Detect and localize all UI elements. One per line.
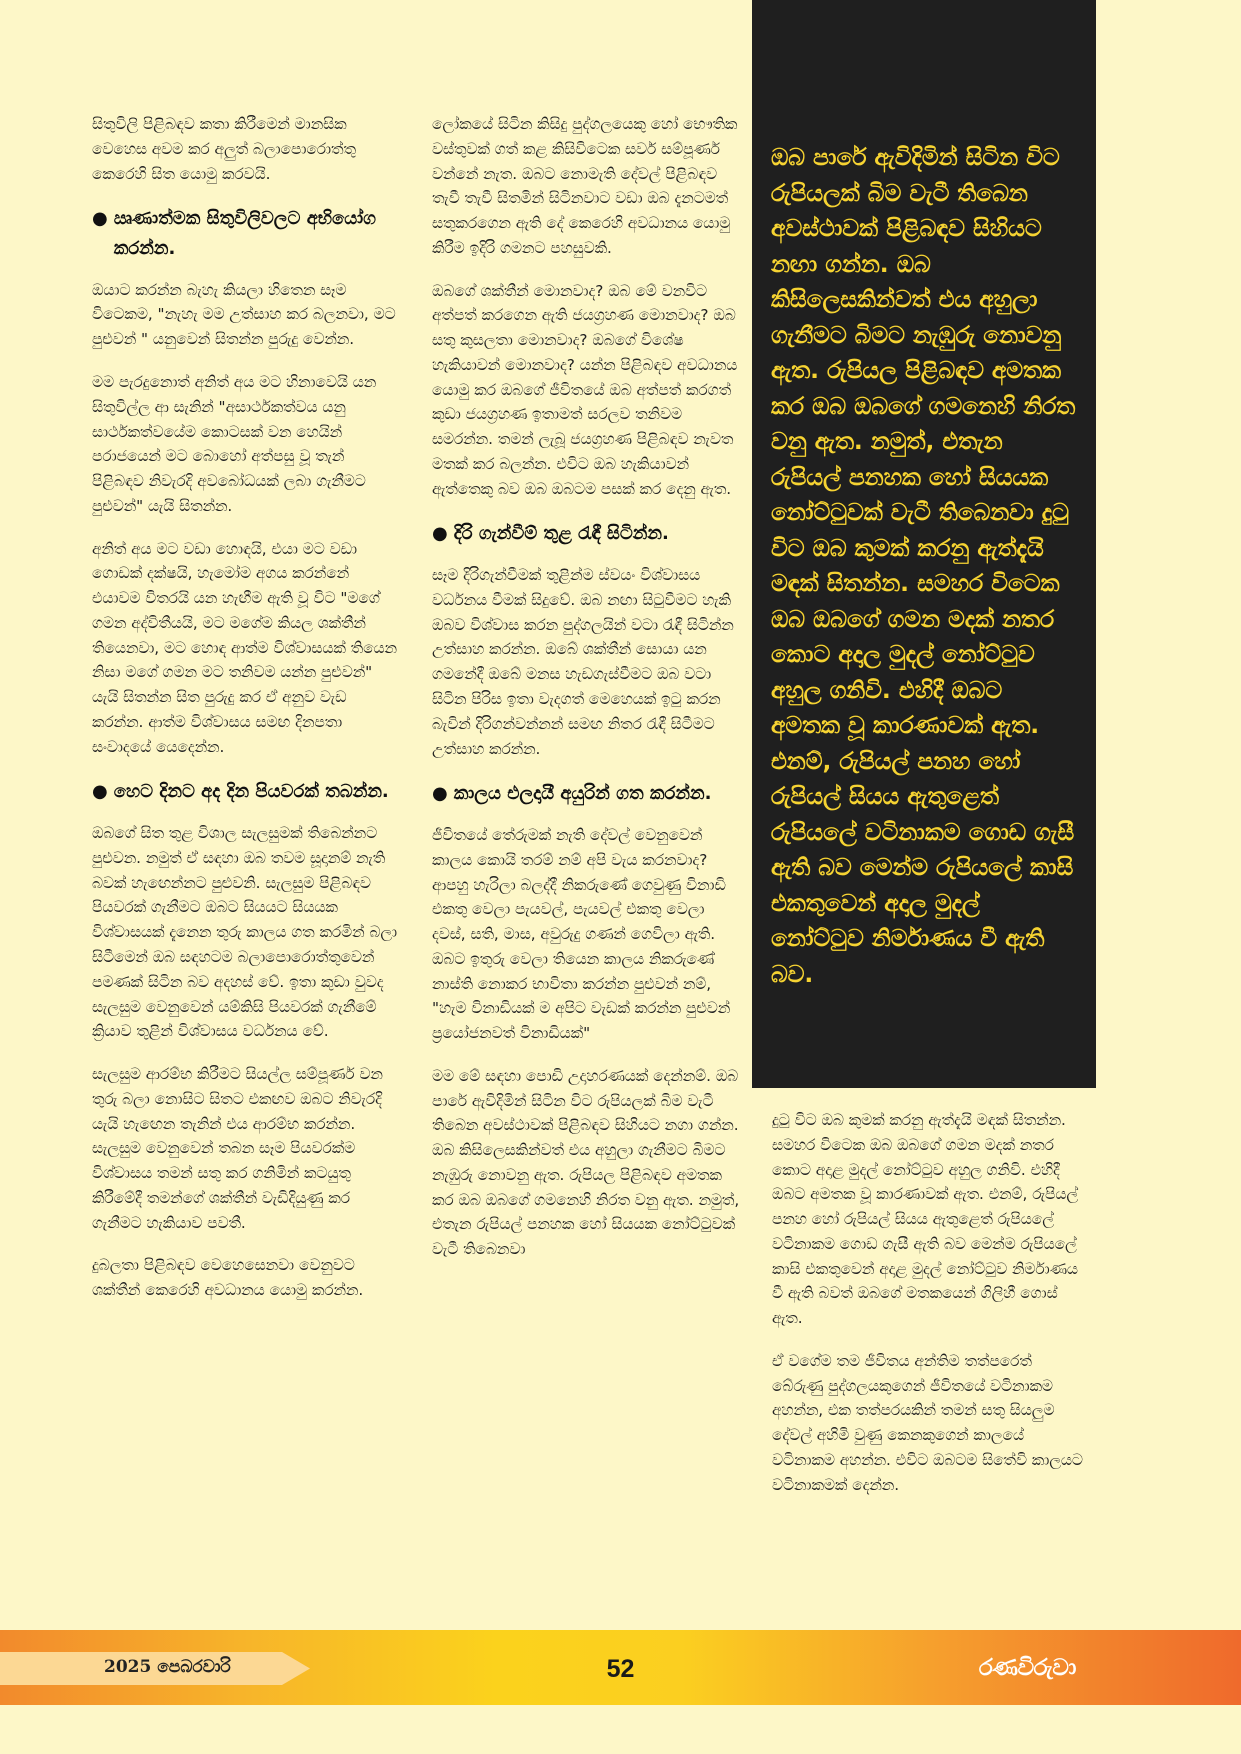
paragraph: සෑම දිරිගැන්වීමක් තුළින්ම ස්වයං විශ්වාසය වර්ධනය වීමක් සිදුවේ. ඔබ නඟා සිටුවීමට හැකි ඔබව විශ්වාස කරන පුද්ගලයින් වටා රැඳී සිටින්න උත්සාහ කරන්න. ඔබේ ශක්තීන් සොයා යන ගමනේදී ඔබේ මනස හැඩගැස්වීමට ඔබ වටා සිටින පිරිස ඉතා වැදගත් මෙහෙයක් ඉටු කරන බැවින් දිරිගන්වන්නන් සමඟ නිතර රැඳී සිටීමට උත්සාහ කරන්න. xyxy=(432,566,734,758)
paragraph: මම මේ සඳහා පොඩි උදාහරණයක් දෙන්නම්. ඔබ පාරේ ඇවිදිමින් සිටින විට රුපියලක් බිම වැටී තිබෙන අවස්ථාවක් පිළිබඳව සිහියට නගා ගන්න. ඔබ කිසිලෙසකින්වත් එය අහුලා ගැනීමට බිමට නැඹුරු නොවනු ඇත. රුපියල පිළිබඳව අමතක කර ඔබ ඔබගේ ගමනෙහි නිරත වනු ඇත. නමුත්, එතැන රුපියල් පනහක හෝ සියයක නෝට්ටුවක් වැටී තිබෙනවා xyxy=(432,1066,740,1259)
paragraph: ලෝකයේ සිටින කිසිදු පුද්ගලයෙකු හෝ භෞතික වස්තුවක් ගත් කළ කිසිවිටෙක සර්ව සම්පූර්ණ වන්නේ නැත. ඔබට නොමැති දේවල් පිළිබඳව තැවී තැවී සිතමින් සිටිනවාට වඩා ඔබ දැනටමත් සතුකරගෙන ඇති දේ කෙරෙහි අවධානය යොමු කිරීම ඉදිරි ගමනට පහසුවකි. xyxy=(432,115,738,257)
article-column-3 xyxy=(772,1108,1084,1515)
paragraph: සැලසුම ආරම්භ කිරීමට සියල්ල සම්පූර්ණ වන තුරු බලා නොසිට සිතට එකඟව ඔබට නිවැරදි යැයි හැඟෙන තැනින් එය ආරම්භ කරන්න. සැලසුම වෙනුවෙන් තබන සෑම පියවරක්ම විශ්වාසය තමන් සතු කර ගනිමින් කටයුතු කිරීමේදී තමන්ගේ ශක්තීන් වැඩිදියුණු කර ගැනීමට හැකියාව පවතී. xyxy=(92,1065,383,1232)
paragraph: මම පැරදුනොත් අනිත් අය මට හිනාවෙයි යන සිතුවිල්ල ආ සැනින් "අසාර්ථකත්වය යනු සාර්ථකත්වයේම කොටසක් වන හෙයින් පරාජයෙන් මට බොහෝ අත්පසු වූ තැන් පිළිබඳව නිවැරදි අවබෝධයක් ලබා ගැනීමට පුළුවන්" යැයි සිතන්න. xyxy=(92,372,377,515)
bullet-icon: ● xyxy=(432,523,448,545)
paragraph: අනිත් අය මට වඩා හොඳයි, එයා මට වඩා ගොඩක් දක්ෂයි, හැමෝම අගය කරන්නේ එයාවම විතරයි යන හැඟීම ඇති වූ විට "මගේ ගමන අද්විතීයයි, මට මගේම කියල ශක්තීන් තියෙනවා, මට හොඳ ආත්ම විශ්වාසයක් තියෙන නිසා මගේ ගමන මට තනිවම යන්න පුළුවන්" යැයි සිතන්න සිත පුරුදු කර ඒ අනුව වැඩ කරන්න. ආත්ම විශ්වාසය සමඟ දිනපතා සංවාදයේ යෙදෙන්න. xyxy=(92,539,397,756)
paragraph: ඒ වගේම තම ජීවිතය අන්තිම තත්පරෙත් බේරුණු පුද්ගලයකුගෙන් ජීවිතයේ වටිනාකම අහන්න, එක තත්පරයකින් තමන් සතු සියලුම දේවල් අහිමි වුණු කෙනකුගෙන් කාලයේ වටිනාකම අහන්න. එවිට ඔබටම සිතේවි කාලයට වටිනාකමක් දෙන්න. xyxy=(772,1351,1083,1494)
issue-date: 2025 පෙබරවාරි xyxy=(104,1657,231,1677)
article-column-1 xyxy=(92,112,400,1321)
paragraph: ඔබගේ සිත තුළ විශාල සැලසුමක් තිබෙන්නට පුළුවන. නමුත් ඒ සඳහා ඔබ තවම සූදානම් නැති බවක් හැඟෙන්නට පුළුවනි. සැලසුම පිළිබඳව පියවරක් ගැනීමට ඔබට සියයට සියයක විශ්වාසයක් දැනෙන තුරු කාලය ගත කරමින් බලා සිටීමෙන් ඔබ සඳහටම බලාපොරොත්තුවෙන් පමණක් සිටින බව අදහස් වේ. ඉතා කුඩා වුවද සැලසුම වෙනුවෙන් යම්කිසි පියවරක් ගැනීමේ ක්‍රියාව තුළින් විශ්වාසය වර්ධනය වේ. xyxy=(92,824,398,1041)
paragraph: සිතුවිලි පිළිබඳව කතා කිරීමෙන් මානසික වෙහෙස අවම කර අලුත් බලාපොරොත්තු කෙරෙහි සිත යොමු කරවයි. xyxy=(92,115,356,183)
section-heading: ● ඍණාත්මක සිතුවිලිවලට අභියෝග කරන්න. xyxy=(92,204,400,263)
page-number: 52 xyxy=(606,1655,635,1683)
section-heading: ● හෙට දිනට අද දින පියවරක් තබන්න. xyxy=(92,777,400,807)
bullet-icon: ● xyxy=(432,783,448,805)
paragraph: ඔබගේ ශක්තීන් මොනවාද? ඔබ මේ වනවිට අත්පත් කරගෙන ඇති ජයග්‍රහණ මොනවාද? ඔබ සතු කුසලතා මොනවාද? ඔබගේ විශේෂ හැකියාවන් මොනවාද? යන්න පිළිබඳව අවධානය යොමු කර ඔබගේ ජීවිතයේ ඔබ අත්පත් කරගත් කුඩා ජයග්‍රහණ ඉතාමත් සරලව තනිවම සමරන්න. තමන් ලැබූ ජයග්‍රහණ පිළිබඳව නැවත මතක් කර බලන්න. එවිට ඔබ හැකියාවන් ඇත්තෙකු බව ඔබ ඔබටම පසක් කර දෙනු ඇත. xyxy=(432,281,738,498)
article-column-2 xyxy=(432,112,742,1280)
paragraph: දුබලතා පිළිබඳව වෙහෙසෙනවා වෙනුවට ශක්තීන් කෙරෙහි අවධානය යොමු කරන්න. xyxy=(92,1256,364,1300)
section-heading: ● කාලය එලදායී අයුරින් ගත කරන්න. xyxy=(432,779,742,809)
section-heading: ● දිරි ගැන්වීම් තුළ රැඳී සිටින්න. xyxy=(432,519,742,549)
bullet-icon: ● xyxy=(92,781,108,803)
paragraph: ඔයාට කරන්න බැහැ කියලා හිතෙන සෑම විටෙකම, "නැහැ මම උත්සාහ කර බලනවා, මට පුළුවන් " යනුවෙන් සිතන්න පුරුදු වෙන්න. xyxy=(92,280,396,349)
pull-quote-text: ඔබ පාරේ ඇවිදිමින් සිටින විට රුපියලක් බිම වැටී තිබෙන අවස්ථාවක් පිළිබඳව සිහියට නඟා ගන්න. ඔබ කිසිලෙසකින්වත් එය අහුලා ගැනීමට බිමට නැඹුරු නොවනු ඇත. රුපියල පිළිබඳව අමතක කර ඔබ ඔබගේ ගමනෙහි නිරත වනු ඇත. නමුත්, එතැන රුපියල් පනහක හෝ සියයක නෝට්ටුවක් වැටී තිබෙනවා දුටු විට ඔබ කුමක් කරනු ඇත්දැයි මඳක් සිතන්න. සමහර විටෙක ඔබ ඔබගේ ගමන මදක් නතර කොට අදාල මුදල් නෝට්ටුව අහුල ගනිවි. එහිදී ඔබට අමතක වූ කාරණාවක් ඇත. එනම්, රුපියල් පනහ හෝ රුපියල් සියය ඇතුළෙත් රුපියලේ වටිනාකම ගොඩ ගැසී ඇති බව මෙන්ම රුපියලේ කාසි එකතුවෙන් අදාල මුදල් නෝට්ටුව නිර්මාණය වී ඇති බව. xyxy=(771,144,1076,988)
paragraph: දුටු විට ඔබ කුමක් කරනු ඇත්දැයි මඳක් සිතන්න. සමහර විටෙක ඔබ ඔබගේ ගමන මදක් නතර කොට අදාළ මුදල් නෝට්ටුව අහුල ගනිවි. එහිදී ඔබට අමතක වූ කාරණාවක් ඇත. එනම්, රුපියල් පනහ හෝ රුපියල් සියය ඇතුළෙත් රුපියලේ වටිනාකම ගොඩ ගැසී ඇති බව මෙන්ම රුපියලේ කාසි එකතුවෙන් අදාළ මුදල් නෝට්ටුව නිර්මාණය වී ඇති බවත් ඔබගේ මතකයෙන් ගිලිහී ගොස් ඇත. xyxy=(772,1111,1079,1328)
magazine-logo: රණවිරුවා xyxy=(978,1655,1076,1681)
bullet-icon: ● xyxy=(92,208,108,230)
pull-quote-box xyxy=(752,0,1096,1088)
paragraph: ජීවිතයේ තේරුමක් නැති දේවල් වෙනුවෙන් කාලය කොයි තරම් නම් අපි වැය කරනවාද? ආපහු හැරිලා බලද්දී නිකරුණේ ගෙවුණු විනාඩි එකතු වෙලා පැයවල්, පැයවල් එකතු වෙලා දවස්, සති, මාස, අවුරුදු ගණන් ගෙවිලා ඇති. ඔබට ඉතුරු වෙලා තියෙන කාලය නිකරුණේ නාස්ති නොකර භාවිතා කරන්න පුළුවන් නම්, "හැම විනාඩියක් ම අපිට වැඩක් කරන්න පුළුවන් ප්‍රයෝජනවත් විනාඩියක්" xyxy=(432,825,731,1043)
